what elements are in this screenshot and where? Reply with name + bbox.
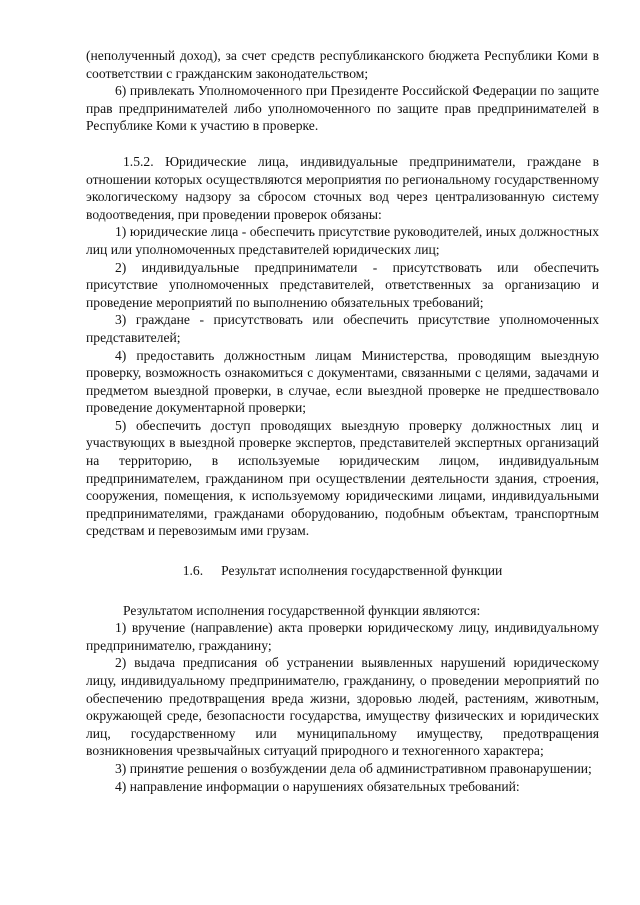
list-item-legal-entities: 1) юридические лица - обеспечить присутствие руководителей, иных должностных лиц или уполномоченных представителей юридических лиц; [86,224,599,257]
list-item-administrative-case: 3) принятие решения о возбуждении дела об административном правонарушении; [115,760,592,776]
section-number: 1.6. [182,563,204,579]
paragraph-damages-tail: (неполученный доход), за счет средств республиканского бюджета Республики Коми в соответствии с гражданским законодательством; [86,48,599,81]
list-item-entrepreneurs: 2) индивидуальные предприниматели - присутствовать или обеспечить присутствие уполномоченных представителей, ответственных за организацию и проведение мероприятий по выполнению обязательных требований; [86,259,599,310]
list-item-inspection-act: 1) вручение (направление) акта проверки юридическому лицу, индивидуальному предпринимателю, гражданину; [86,620,599,653]
list-item-violation-info: 4) направление информации о нарушениях обязательных требований: [115,778,520,794]
paragraph-1-5-2-intro: 1.5.2. Юридические лица, индивидуальные предприниматели, граждане в отношении которых осуществляются мероприятия по региональному государственному экологическому надзору за сбросом сточных вод через централизованную систему водоотведения, при проведении проверок обязаны: [86,153,599,222]
list-item-territory-access: 5) обеспечить доступ проводящих выездную проверку должностных лиц и участвующих в выездной проверке экспертов, представителей экспертных организаций на территорию, в используемые юридическим лицом, индивидуальным предпринимателем, гражданином при осуществлении деятельности здания, строения, сооружения, помещения, к используемому юридическими лицами, индивидуальными предпринимателями, гражданами оборудованию, подобным объектам, транспортным средствам и перевозимым ими грузам. [86,417,599,539]
paragraph-1-6-intro: Результатом исполнения государственной функции являются: [123,602,481,618]
paragraph-ombudsman: 6) привлекать Уполномоченного при Президенте Российской Федерации по защите прав предпринимателей либо уполномоченного по защите прав предпринимателей в Республике Коми к участию в проверке. [86,83,599,134]
list-item-documents-access: 4) предоставить должностным лицам Министерства, проводящим выездную проверку, возможность ознакомиться с документами, связанными с целями, задачами и предметом выездной проверки, в случае, если выездной проверке не предшествовало проведение документарной проверки; [86,347,599,416]
list-item-citizens: 3) граждане - присутствовать или обеспечить присутствие уполномоченных представителей; [86,312,599,345]
section-heading-1-6 [86,562,599,580]
document-body [86,47,599,795]
list-item-prescription: 2) выдача предписания об устранении выявленных нарушений юридическому лицу, индивидуальному предпринимателю, гражданину, о проведении мероприятий по обеспечению предотвращения вреда жизни, здоровью людей, растениям, животным, окружающей среде, безопасности государства, имуществу физических и юридических лиц, государственному или муниципальному имуществу, предотвращения возникновения чрезвычайных ситуаций природного и техногенного характера; [86,655,599,759]
section-title: Результат исполнения государственной функции [221,563,503,579]
